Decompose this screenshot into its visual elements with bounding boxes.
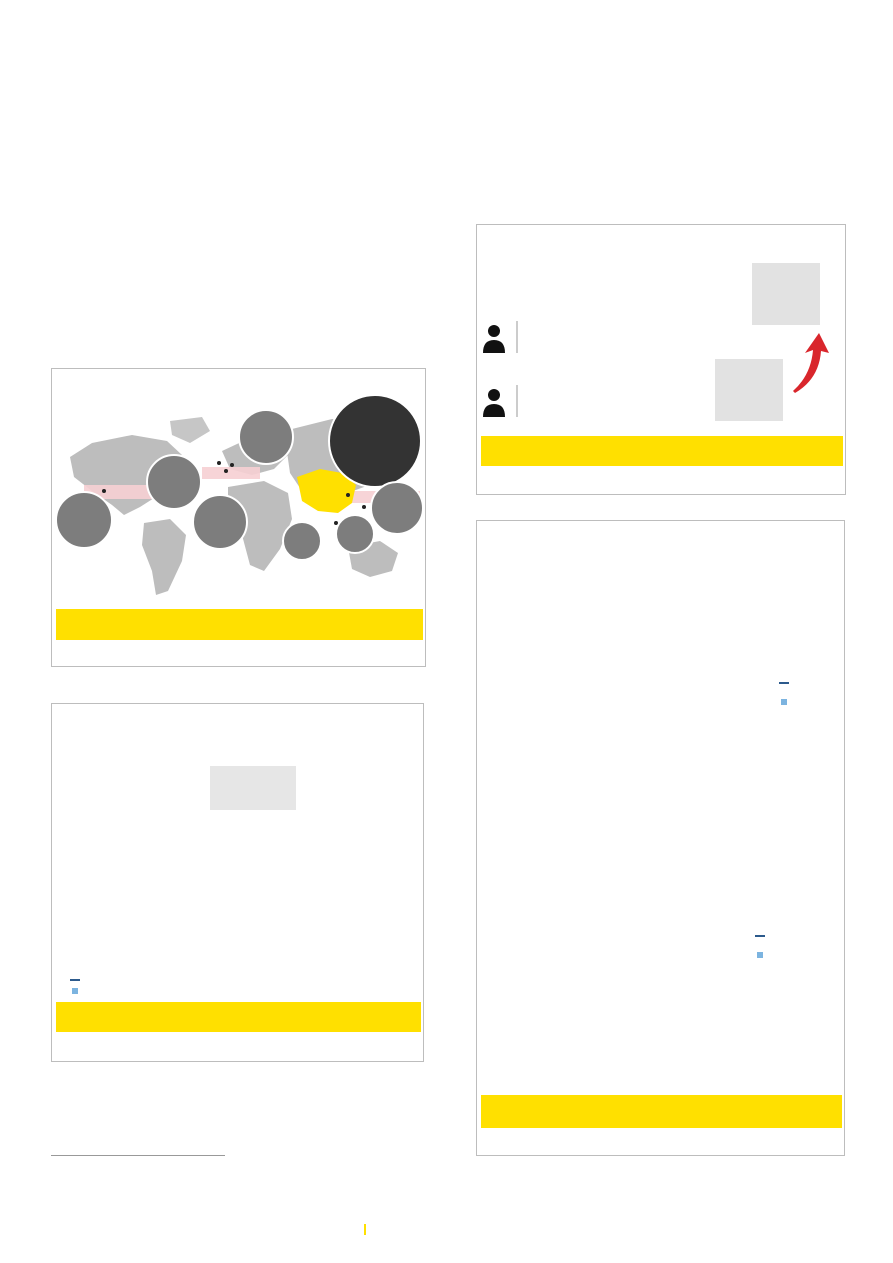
south-america-shape (142, 519, 186, 595)
cost-legend (779, 674, 795, 712)
bubble-us (55, 491, 113, 549)
legend-revenue (70, 986, 83, 997)
map-panel (51, 368, 426, 667)
cost-legend-growth (779, 674, 795, 693)
marker-dot (102, 489, 106, 493)
bubble-china (328, 394, 422, 488)
margin-legend (755, 927, 771, 965)
cost-legend-cost (779, 693, 795, 712)
bubble-fr (192, 494, 248, 550)
cost-margin-panel (476, 520, 845, 1156)
footnote-divider (51, 1155, 225, 1156)
page-footer (360, 1224, 370, 1237)
market-banner (56, 1002, 421, 1032)
bubble-uk (146, 454, 202, 510)
person-icon (483, 325, 505, 353)
growth-arrow-icon (793, 333, 829, 393)
marker-dot (230, 463, 234, 467)
bubble-de (238, 409, 294, 465)
marker-dot (362, 505, 366, 509)
margin-legend-margin (755, 946, 771, 965)
bubble-jp (370, 481, 424, 535)
margin-chart (477, 866, 846, 1096)
map-banner (56, 609, 423, 640)
bubble-hk (335, 514, 375, 554)
bubble-sg (282, 521, 322, 561)
density-graphic (477, 225, 847, 425)
market-panel (51, 703, 424, 1062)
marker-dot (224, 469, 228, 473)
callout-2016 (752, 263, 820, 325)
footer-divider (364, 1224, 366, 1235)
marker-dot (217, 461, 221, 465)
density-panel (476, 224, 846, 495)
market-callout (210, 766, 296, 810)
callout-2010 (715, 359, 783, 421)
highlight-europe (202, 467, 260, 479)
greenland-shape (170, 417, 210, 443)
margin-legend-growth (755, 927, 771, 946)
margin-banner (481, 1095, 842, 1128)
marker-dot (346, 493, 350, 497)
density-banner (481, 436, 843, 466)
legend-growth (70, 975, 83, 986)
person-icon (483, 389, 505, 417)
market-legend (70, 975, 83, 997)
